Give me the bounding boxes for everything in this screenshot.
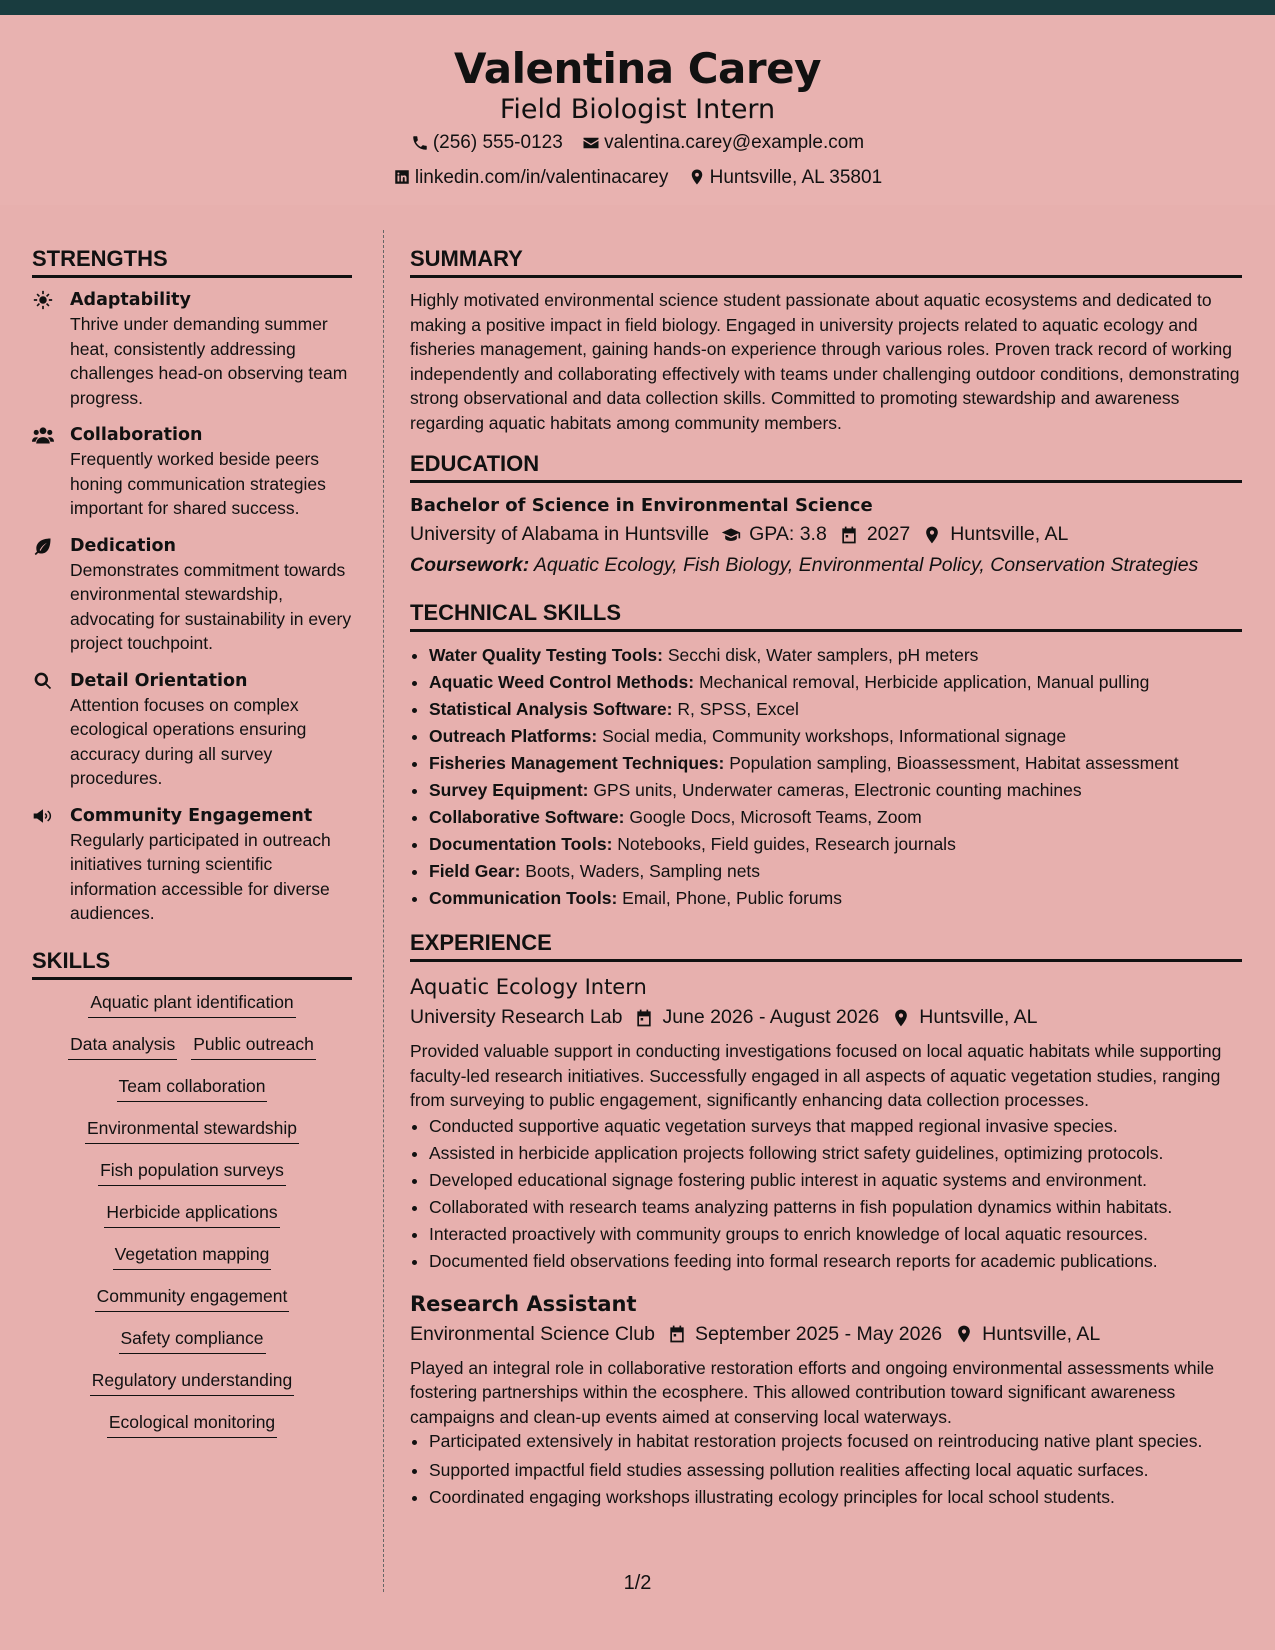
job-location: Huntsville, AL [919,1006,1038,1028]
technical-skill-label: Water Quality Testing Tools: [429,645,663,665]
phone-icon [411,134,429,152]
technical-skill-label: Documentation Tools: [429,834,613,854]
job-bullet: • Assisted in herbicide application projects following strict safety guidelines, optimizing protocols. [429,1140,1242,1167]
technical-skill-item [429,858,1242,885]
left-column [32,244,352,1452]
skill-tag: Ecological monitoring [107,1410,277,1438]
strength-description: Frequently worked beside peers honing communication strategies important for shared success. [70,449,326,518]
skill-tag: Vegetation mapping [113,1242,272,1270]
strength-item [32,288,352,410]
strength-description: Attention focuses on complex ecological operations ensuring accuracy during all survey procedures. [70,694,307,788]
summary-text: Highly motivated environmental science student passionate about aquatic ecosystems and dedicated to making a positive impact in field biology. Engaged in university projects related to aquatic ecology and fisheries management, gaining hands-on experience through various roles. Proven track record of working independently and collaborating effectively with teams under challenging outdoor conditions, demonstrating strong observational and data collection skills. Committed to promoting stewardship and awareness regarding aquatic habitats among community members. [410,290,1240,433]
technical-skill-label: Survey Equipment: [429,780,589,800]
technical-skill-item [429,750,1242,777]
job-description: Provided valuable support in conducting investigations focused on local aquatic habitats while supporting faculty-led research initiatives. Successfully engaged in all aspects of aquatic vegetation studies, ranging from surveying to public engagement, significantly enhancing data collection processes. [410,1041,1222,1110]
top-accent-bar [0,0,1275,15]
summary-heading: SUMMARY [410,244,1242,278]
job-meta [410,1002,1242,1033]
skill-tag: Community engagement [95,1284,290,1312]
strength-description: Thrive under demanding summer heat, consistently addressing challenges head-on observing team progress. [70,314,348,408]
strength-title: Dedication [70,535,176,556]
job-dates: September 2025 - May 2026 [694,1322,943,1345]
technical-skill-value: Boots, Waders, Sampling nets [525,861,761,881]
email-address[interactable]: valentina.carey@example.com [604,132,865,153]
technical-skill-item [429,669,1242,696]
technical-skill-label: Fisheries Management Techniques: [429,753,725,773]
job-title: Research Assistant [410,1291,637,1316]
job-bullet: • Interacted proactively with community groups to enrich knowledge of local aquatic resources. [429,1221,1242,1248]
education-heading: EDUCATION [410,449,1242,483]
technical-skill-label: Field Gear: [429,861,521,881]
location-contact [688,162,883,193]
technical-skill-item [429,777,1242,804]
strength-body [70,669,352,791]
technical-skill-value: GPS units, Underwater cameras, Electronic counting machines [593,780,1082,800]
skill-row [32,1200,352,1228]
gpa-value: GPA: 3.8 [749,523,827,545]
page-number: 1/2 [623,1572,652,1594]
sun-icon [32,288,70,410]
skill-tag: Public outreach [191,1032,316,1060]
technical-skill-value: Notebooks, Field guides, Research journals [617,834,956,854]
skill-tag: Data analysis [68,1032,177,1060]
skill-row [32,1116,352,1144]
location-text: Huntsville, AL 35801 [709,166,883,188]
skill-tag: Team collaboration [117,1074,268,1102]
strength-item [32,534,352,656]
strength-item [32,423,352,521]
technical-skill-value: Population sampling, Bioassessment, Habitat assessment [729,753,1179,773]
job-organization: University Research Lab [410,1006,623,1028]
technical-skill-label: Communication Tools: [429,888,618,908]
strength-description: Demonstrates commitment towards environmental stewardship, advocating for sustainability in every project touchpoint. [70,559,352,653]
graduation-cap-icon [721,525,741,545]
column-divider [383,230,384,1592]
skill-tag: Safety compliance [119,1326,266,1354]
job-title: Aquatic Ecology Intern [410,975,647,999]
strength-item [32,669,352,791]
graduation-year: 2027 [866,523,911,545]
technical-skill-label: Aquatic Weed Control Methods: [429,672,695,692]
coursework-label: Coursework: [410,554,530,576]
leaf-icon [32,534,70,656]
candidate-title: Field Biologist Intern [499,94,776,125]
school-location: Huntsville, AL [950,523,1069,545]
job-organization: Environmental Science Club [410,1322,655,1345]
skill-row [32,1074,352,1102]
education-meta [410,519,1242,550]
job-bullets [410,1429,1242,1511]
skill-tag: Herbicide applications [104,1200,279,1228]
envelope-icon [582,134,600,152]
skill-row [32,1284,352,1312]
technical-skill-item [429,723,1242,750]
job-meta [410,1319,1242,1350]
job-bullet: • Conducted supportive aquatic vegetation surveys that mapped regional invasive species. [429,1113,1242,1140]
job-bullet: • Participated extensively in habitat restoration projects focused on reintroducing native plant species. [429,1429,1242,1454]
map-pin-icon [954,1324,974,1344]
coursework [410,550,1242,581]
email-contact[interactable] [582,127,864,158]
strength-description: Regularly participated in outreach initiatives turning scientific information accessible for diverse audiences. [70,829,331,923]
skill-row [32,990,352,1018]
degree-title: Bachelor of Science in Environmental Science [410,495,873,516]
technical-skills-list [410,642,1242,912]
skill-tag: Regulatory understanding [90,1368,294,1396]
linkedin-contact[interactable] [393,162,668,193]
technical-skill-label: Collaborative Software: [429,807,625,827]
technical-skill-item [429,696,1242,723]
skills-heading: SKILLS [32,946,352,980]
technical-skill-label: Statistical Analysis Software: [429,699,673,719]
linkedin-icon [393,168,411,186]
job-location: Huntsville, AL [982,1322,1101,1345]
skill-row [32,1158,352,1186]
skill-tag: Fish population surveys [98,1158,286,1186]
calendar-icon [839,525,859,545]
job-bullet: • Supported impactful field studies assessing pollution realities affecting local aquatic surfaces. [429,1457,1242,1484]
megaphone-icon [32,804,70,926]
candidate-name: Valentina Carey [454,44,821,93]
technical-skill-value: Email, Phone, Public forums [622,888,842,908]
job-description: Played an integral role in collaborative restoration efforts and ongoing environmental assessments while fostering partnerships within the ecosphere. This allowed contribution toward significant awareness campaigns and clean-up events aimed at conserving local waterways. [410,1357,1215,1427]
technical-skill-label: Outreach Platforms: [429,726,598,746]
experience-entry [410,972,1242,1275]
technical-skill-item [429,642,1242,669]
contact-row-2 [0,162,1275,197]
technical-skill-value: Secchi disk, Water samplers, pH meters [667,645,979,665]
right-column [410,244,1242,1525]
calendar-icon [634,1008,654,1028]
strengths-heading: STRENGTHS [32,244,352,278]
map-pin-icon [688,168,706,186]
technical-skill-value: Mechanical removal, Herbicide application, Manual pulling [698,672,1150,692]
job-bullets [410,1113,1242,1275]
linkedin-url[interactable]: linkedin.com/in/valentinacarey [414,166,669,188]
job-bullet: • Collaborated with research teams analyzing patterns in fish population dynamics within habitats. [429,1194,1242,1221]
skills-list [32,990,352,1438]
strength-title: Collaboration [70,425,203,445]
search-icon [32,669,70,791]
experience-entry [410,1289,1242,1511]
strength-item [32,804,352,926]
technical-skill-value: R, SPSS, Excel [677,699,799,719]
technical-skill-value: Google Docs, Microsoft Teams, Zoom [629,807,922,827]
experience-heading: EXPERIENCE [410,928,1242,962]
school-name: University of Alabama in Huntsville [410,523,710,545]
strength-body [70,288,352,410]
job-bullet: • Coordinated engaging workshops illustrating ecology principles for local school students. [429,1484,1242,1511]
skill-row [32,1242,352,1270]
job-bullet: • Developed educational signage fostering public interest in aquatic systems and environment. [429,1167,1242,1194]
job-dates: June 2026 - August 2026 [662,1006,880,1028]
skill-tag: Environmental stewardship [85,1116,299,1144]
strength-title: Community Engagement [70,805,313,826]
technical-skills-heading: TECHNICAL SKILLS [410,598,1242,632]
strengths-list [32,288,352,926]
skill-row [32,1368,352,1396]
technical-skill-item [429,885,1242,912]
strength-title: Adaptability [70,290,191,310]
users-icon [32,423,70,521]
technical-skill-value: Social media, Community workshops, Informational signage [602,726,1067,746]
technical-skill-item [429,831,1242,858]
skill-row [32,1326,352,1354]
map-pin-icon [891,1008,911,1028]
phone-contact [411,127,563,158]
phone-number: (256) 555-0123 [432,132,563,153]
experience-list [410,972,1242,1511]
calendar-icon [667,1324,687,1344]
job-bullet: • Documented field observations feeding into formal research reports for academic publications. [429,1248,1242,1275]
contact-row-1 [0,127,1275,162]
skill-row [32,1410,352,1438]
strength-body [70,534,352,656]
strength-title: Detail Orientation [70,670,248,691]
resume-header [0,15,1275,205]
map-pin-icon [922,525,942,545]
skill-row [32,1032,352,1060]
technical-skill-item [429,804,1242,831]
strength-body [70,423,352,521]
skill-tag: Aquatic plant identification [88,990,295,1018]
strength-body [70,804,352,926]
coursework-list: Aquatic Ecology, Fish Biology, Environmental Policy, Conservation Strategies [533,554,1199,576]
